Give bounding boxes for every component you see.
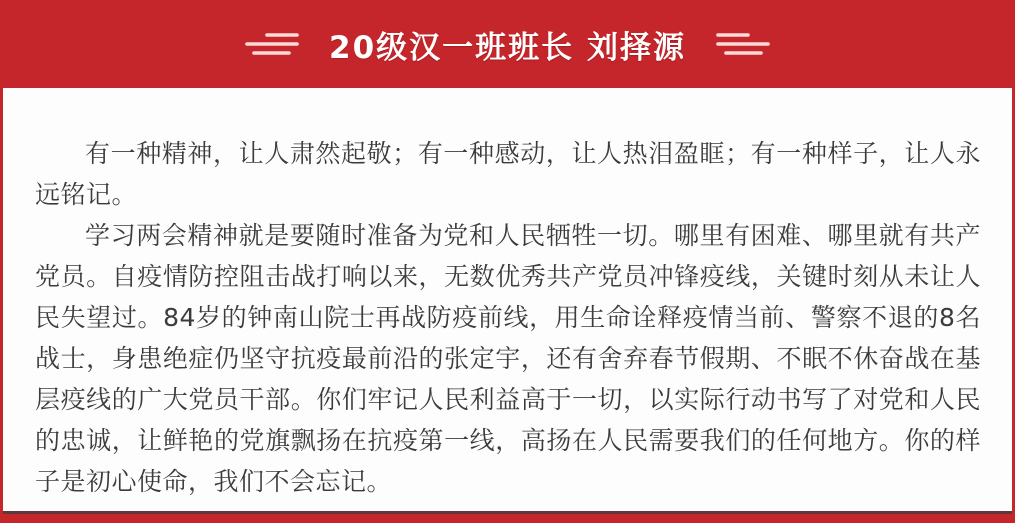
speed-lines-icon [243,31,303,57]
speed-lines-icon [712,31,772,57]
article-body [3,88,1012,502]
content-panel [3,88,1012,514]
article-paragraph: 学习两会精神就是要随时准备为党和人民牺牲一切。哪里有困难、哪里就有共产党员。自疫情防控阻击战打响以来，无数优秀共产党员冲锋疫线，关键时刻从未让人民失望过。84岁的钟南山院士再战防疫前线，用生命诠释疫情当前、警察不退的8名战士，身患绝症仍坚守抗疫最前沿的张定宇，还有舍弃春节假期、不眠不休奋战在基层疫线的广大党员干部。你们牢记人民利益高于一切，以实际行动书写了对党和人民的忠诚，让鲜艳的党旗飘扬在抗疫第一线，高扬在人民需要我们的任何地方。你的样子是初心使命，我们不会忘记。 [35,221,981,496]
article-paragraph: 有一种精神，让人肃然起敬；有一种感动，让人热泪盈眶；有一种样子，让人永远铭记。 [35,139,981,209]
page-title: 20级汉一班班长 刘择源 [329,29,686,66]
title-banner [0,0,1015,88]
